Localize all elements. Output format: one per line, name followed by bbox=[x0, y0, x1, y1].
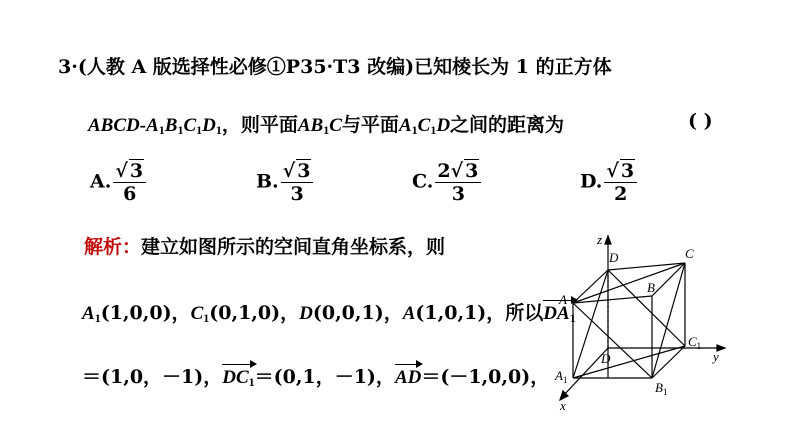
label-x: x bbox=[560, 398, 566, 413]
plane-a1c1d: $A_1C_1D$ bbox=[398, 115, 451, 137]
label-d-bottom: D bbox=[601, 351, 611, 366]
option-b[interactable] bbox=[256, 160, 315, 205]
vector-dc1: $DC_1$ bbox=[222, 367, 255, 389]
option-d[interactable] bbox=[580, 160, 639, 205]
solution-text-1: 建立如图所示的空间直角坐标系，则 bbox=[141, 236, 446, 258]
vector-ad: AD bbox=[394, 367, 422, 388]
label-b: B bbox=[647, 280, 655, 295]
option-d-fraction: $\frac{√ 3}{2}$ bbox=[604, 160, 637, 205]
vector-da1: $DA_1$ bbox=[543, 303, 576, 325]
stem-mid: ，则平面 bbox=[221, 114, 298, 136]
label-y: y bbox=[713, 349, 719, 364]
cube-coordinate-figure bbox=[545, 228, 785, 443]
label-b1: $B_1$ bbox=[655, 380, 668, 397]
label-a: A bbox=[559, 292, 567, 307]
cube-name: ABCD-$A_1B_1C_1D_1$ bbox=[88, 115, 222, 137]
option-a-fraction: $\frac{√ 3}{6}$ bbox=[113, 160, 146, 205]
solution-line-1 bbox=[84, 232, 445, 259]
stem-and: 与平面 bbox=[341, 114, 399, 136]
answer-paren: ( ) bbox=[688, 110, 713, 132]
option-b-fraction: $\frac{√ 3}{3}$ bbox=[281, 160, 314, 205]
option-c-label: C. bbox=[412, 170, 434, 193]
option-a-label: A. bbox=[90, 170, 112, 193]
stem-end: 之间的距离为 bbox=[450, 114, 565, 136]
option-a[interactable] bbox=[90, 160, 148, 205]
option-d-label: D. bbox=[580, 170, 603, 193]
option-c[interactable] bbox=[412, 160, 483, 205]
label-z: z bbox=[597, 232, 603, 247]
solution-tag: 解析： bbox=[84, 236, 142, 258]
question-number: 3· bbox=[58, 56, 78, 78]
label-a1: $A_1$ bbox=[555, 368, 568, 385]
question-line-2 bbox=[88, 110, 564, 138]
option-b-label: B. bbox=[256, 170, 279, 193]
option-c-fraction: $\frac{2√ 3}{3}$ bbox=[435, 160, 481, 205]
label-c1: $C_1$ bbox=[688, 334, 702, 351]
question-source: (人教 A 版选择性必修①P35·T3 改编) bbox=[77, 56, 415, 78]
plane-ab1c: $AB_1C$ bbox=[297, 115, 342, 137]
solution-line-2: $A_1(1,0,0)$，$C_1(0,1,0)$，D(0,0,1)，A(1,0,1)，所以$DA_1$ bbox=[82, 302, 576, 325]
label-c: C bbox=[685, 246, 694, 261]
question-line-1 bbox=[58, 52, 612, 79]
label-d-top: D bbox=[609, 250, 619, 265]
solution-line-3: ＝(1,0，－1)，$DC_1=(0,1$，－1)，AD＝(－1,0,0)， bbox=[82, 366, 550, 389]
question-stem-start: 已知棱长为 1 的正方体 bbox=[414, 56, 612, 78]
